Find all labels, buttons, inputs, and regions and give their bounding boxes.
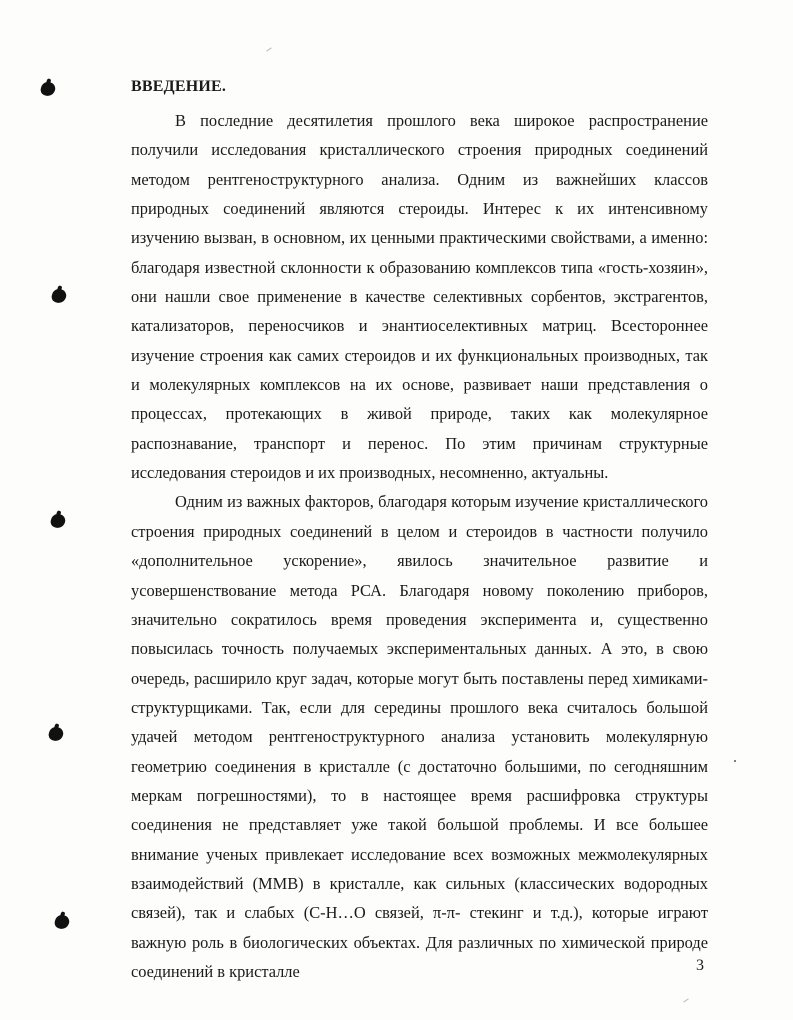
scan-speck: [734, 760, 736, 762]
punch-hole-mark: [47, 725, 65, 743]
punch-hole-mark: [39, 80, 57, 98]
body-text: [131, 106, 708, 986]
scan-scratch: [266, 47, 271, 51]
punch-hole-mark: [49, 512, 67, 530]
page-number: 3: [696, 957, 704, 974]
section-heading: ВВЕДЕНИЕ.: [131, 78, 227, 95]
punch-hole-mark: [53, 913, 71, 931]
paragraph-1: В последние десятилетия прошлого века широкое распространение получили исследования кристаллического строения природных соединений методом рентгеноструктурного анализа. Одним из важнейших классов природных соединений являются стероиды. Интерес к их интенсивному изучению вызван, в основном, их ценными практическими свойствами, а именно: благодаря известной склонности к образованию комплексов типа «гость-хозяин», они нашли свое применение в качестве селективных сорбентов, экстрагентов, катализаторов, переносчиков и энантиоселективных матриц. Всестороннее изучение строения как самих стероидов и их функциональных производных, так и молекулярных комплексов на их основе, развивает наши представления о процессах, протекающих в живой природе, таких как молекулярное распознавание, транспорт и перенос. По этим причинам структурные исследования стероидов и их производных, несомненно, актуальны.: [131, 111, 708, 483]
paragraph-2: Одним из важных факторов, благодаря которым изучение кристаллического строения природных соединений в целом и стероидов в частности получило «дополнительное ускорение», явилось значительное развитие и усовершенствование метода РСА. Благодаря новому поколению приборов, значительно сократилось время проведения эксперимента и, существенно повысилась точность получаемых экспериментальных данных. А это, в свою очередь, расширило круг задач, которые могут быть поставлены перед химиками-структурщиками. Так, если для середины прошлого века считалось большой удачей методом рентгеноструктурного анализа установить молекулярную геометрию соединения в кристалле (с достаточно большими, по сегодняшним меркам погрешностями), то в настоящее время расшифровка структуры соединения не представляет уже такой большой проблемы. И все большее внимание ученых привлекает исследование всех возможных межмолекулярных взаимодействий (ММВ) в кристалле, как сильных (классических водородных связей), так и слабых (C-H…O связей, π-π- стекинг и т.д.), которые играют важную роль в биологических объектах. Для различных по химической природе соединений в кристалле: [131, 492, 708, 981]
punch-hole-mark: [50, 287, 68, 305]
scan-scratch: [683, 998, 688, 1002]
